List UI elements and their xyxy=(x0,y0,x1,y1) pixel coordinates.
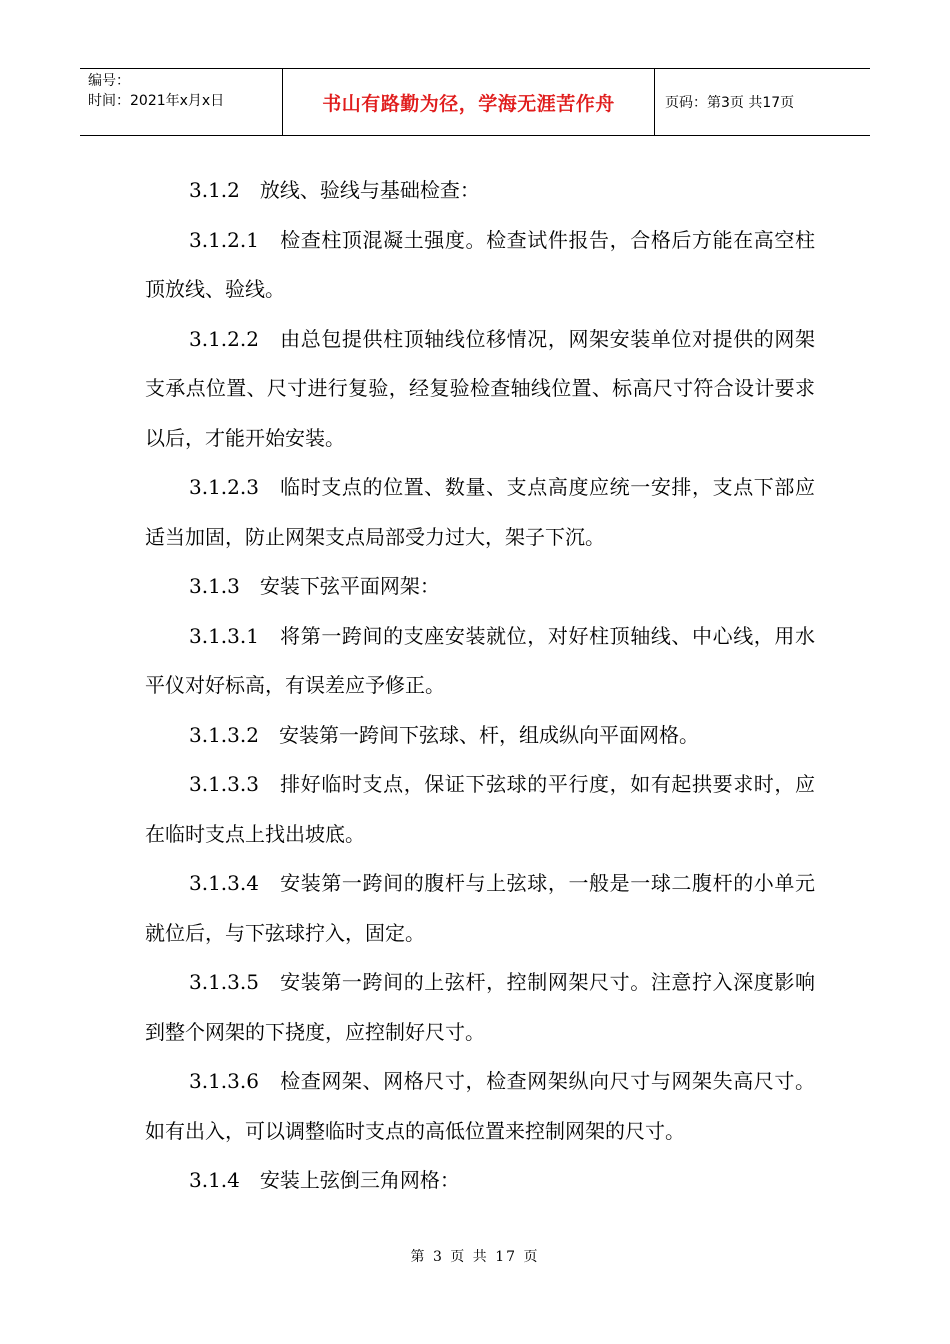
header-page-info: 页码：第3页 共17页 xyxy=(665,95,795,111)
paragraph: 3.1.3.3 排好临时支点，保证下弦球的平行度，如有起拱要求时，应在临时支点上找出坡底。 xyxy=(145,772,815,846)
date-line: 时间：2021年x月x日 xyxy=(88,93,225,109)
document-body xyxy=(145,166,815,1206)
paragraph: 3.1.2.3 临时支点的位置、数量、支点高度应统一安排，支点下部应适当加固，防止网架支点局部受力过大，架子下沉。 xyxy=(145,475,815,549)
paragraph: 3.1.2.1 检查柱顶混凝土强度。检查试件报告，合格后方能在高空柱顶放线、验线。 xyxy=(145,227,815,301)
paragraph: 3.1.3.2 安装第一跨间下弦球、杆，组成纵向平面网格。 xyxy=(189,722,699,747)
paragraph: 3.1.3.6 检查网架、网格尺寸，检查网架纵向尺寸与网架失高尺寸。如有出入，可以调整临时支点的高低位置来控制网架的尺寸。 xyxy=(145,1069,815,1143)
header-meta xyxy=(80,69,283,135)
paragraph: 3.1.3.1 将第一跨间的支座安装就位，对好柱顶轴线、中心线，用水平仪对好标高，有误差应予修正。 xyxy=(145,623,815,697)
serial-number-label: 编号： xyxy=(88,73,130,89)
paragraph: 3.1.2 放线、验线与基础检查： xyxy=(189,178,480,202)
paragraph: 3.1.3.5 安装第一跨间的上弦杆，控制网架尺寸。注意拧入深度影响到整个网架的下挠度，应控制好尺寸。 xyxy=(145,970,815,1044)
page-header xyxy=(80,68,870,136)
paragraph: 3.1.2.2 由总包提供柱顶轴线位移情况，网架安装单位对提供的网架支承点位置、尺寸进行复验，经复验检查轴线位置、标高尺寸符合设计要求以后，才能开始安装。 xyxy=(145,326,815,450)
paragraph: 3.1.3 安装下弦平面网架： xyxy=(189,574,440,598)
page-footer: 第 3 页 共 17 页 xyxy=(410,1249,540,1265)
header-motto: 书山有路勤为径，学海无涯苦作舟 xyxy=(283,69,655,135)
paragraph: 3.1.4 安装上弦倒三角网格： xyxy=(189,1168,460,1192)
paragraph: 3.1.3.4 安装第一跨间的腹杆与上弦球，一般是一球二腹杆的小单元就位后，与下弦球拧入，固定。 xyxy=(145,871,815,945)
